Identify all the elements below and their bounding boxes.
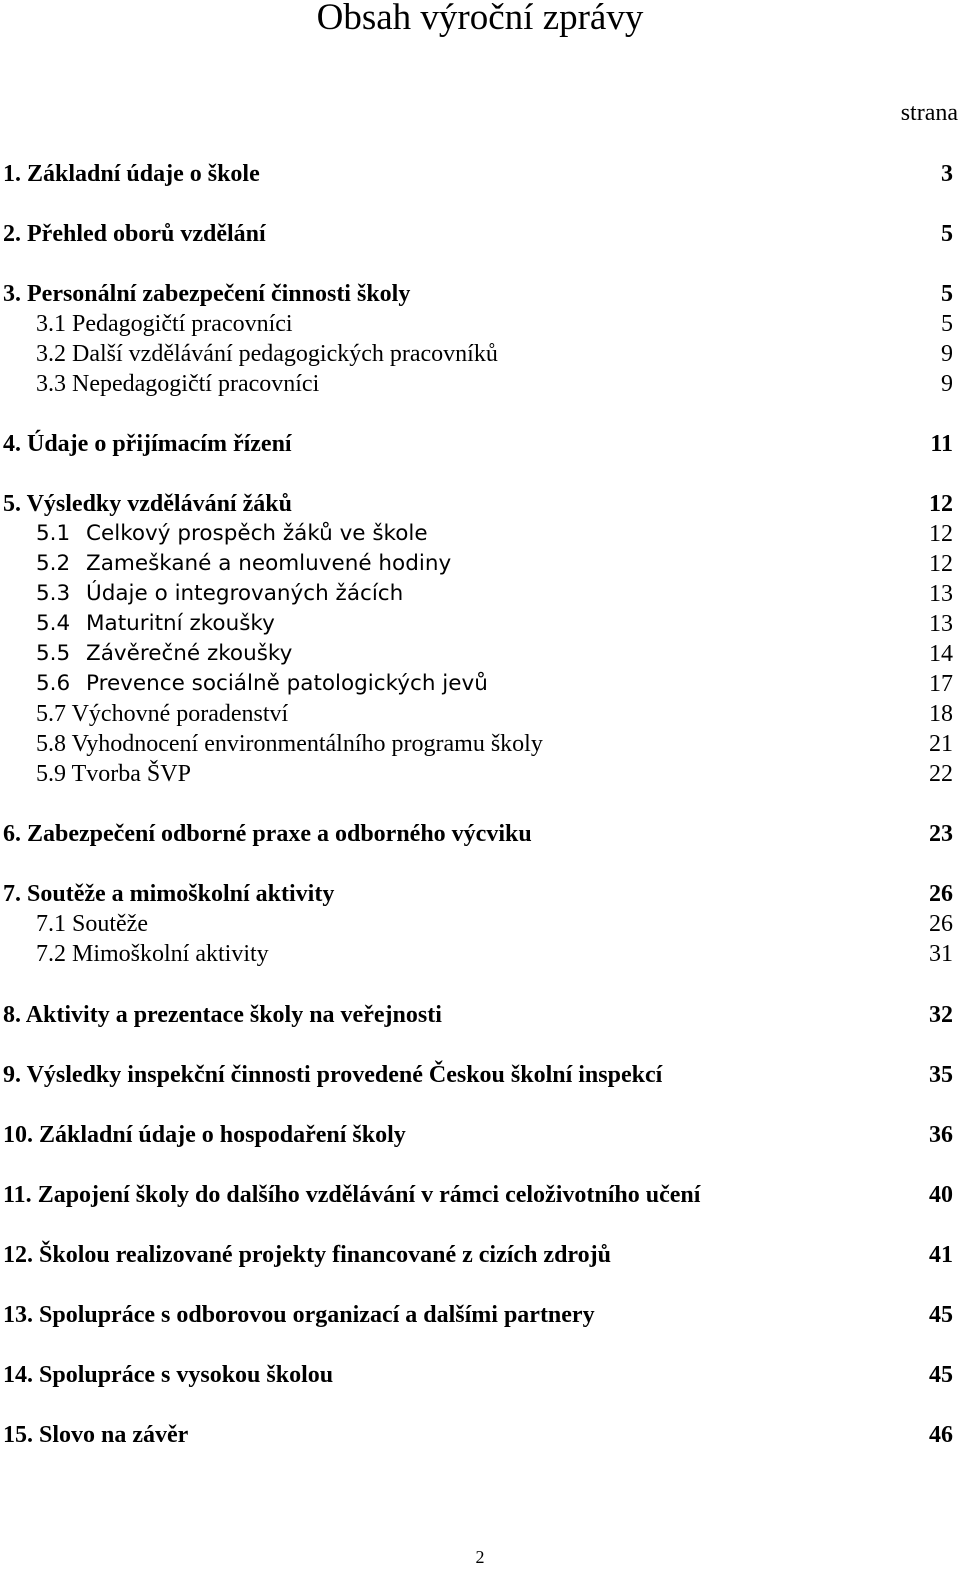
toc-entry-page: 31 bbox=[929, 941, 953, 967]
toc-entry-page: 45 bbox=[929, 1302, 953, 1328]
toc-entry-title bbox=[3, 1300, 595, 1330]
toc-entry-number: 14. bbox=[3, 1362, 33, 1388]
page-title: Obsah výroční zprávy bbox=[316, 0, 644, 38]
toc-entry-page: 5 bbox=[941, 281, 953, 307]
toc-entry-label: Další vzdělávání pedagogických pracovníků bbox=[72, 341, 498, 367]
toc-entry-number: 11. bbox=[3, 1182, 32, 1208]
toc-entry-number: 10. bbox=[3, 1122, 33, 1148]
toc-entry-label: Výsledky vzdělávání žáků bbox=[26, 491, 292, 517]
toc-entry-label: Personální zabezpečení činnosti školy bbox=[27, 281, 411, 307]
toc-entry-number: 7.2 bbox=[36, 941, 66, 967]
toc-entry-label: Zapojení školy do dalšího vzdělávání v rámci celoživotního učení bbox=[37, 1182, 701, 1208]
toc-entry-title bbox=[3, 279, 410, 309]
toc-entry-label: Spolupráce s odborovou organizací a dalšími partnery bbox=[39, 1302, 595, 1328]
toc-entry-label: Závěrečné zkoušky bbox=[86, 641, 293, 666]
toc-row[interactable] bbox=[0, 489, 960, 519]
toc-entry-label: Výsledky inspekční činnosti provedené Českou školní inspekcí bbox=[26, 1062, 663, 1088]
toc-entry-label: Vyhodnocení environmentálního programu školy bbox=[71, 731, 543, 757]
toc-entry-title bbox=[3, 1360, 333, 1390]
toc-row[interactable] bbox=[0, 369, 960, 399]
page-column-label: strana bbox=[900, 100, 958, 126]
toc-entry-number: 2. bbox=[3, 221, 21, 247]
toc-entry-label: Prevence sociálně patologických jevů bbox=[86, 671, 488, 696]
toc-entry-number: 6. bbox=[3, 821, 21, 847]
toc-entry-number: 5.8 bbox=[36, 731, 66, 757]
toc-entry-label: Základní údaje o hospodaření školy bbox=[39, 1122, 406, 1148]
toc-entry-page: 5 bbox=[941, 221, 953, 247]
toc-row[interactable] bbox=[0, 879, 960, 909]
toc-row[interactable] bbox=[0, 159, 960, 189]
toc-entry-title bbox=[3, 1420, 188, 1450]
toc-entry-number: 9. bbox=[3, 1062, 21, 1088]
toc-entry-title bbox=[3, 219, 266, 249]
toc-entry-number: 7. bbox=[3, 881, 21, 907]
toc-entry-label: Tvorba ŠVP bbox=[71, 761, 191, 787]
toc-entry-page: 11 bbox=[930, 431, 953, 457]
toc-row[interactable] bbox=[0, 549, 960, 579]
toc-entry-label: Základní údaje o škole bbox=[27, 161, 260, 187]
toc-entry-label: Maturitní zkoušky bbox=[86, 611, 275, 636]
toc-row[interactable] bbox=[0, 1300, 960, 1330]
toc-entry-label: Nepedagogičtí pracovníci bbox=[72, 371, 320, 397]
toc-row[interactable] bbox=[0, 519, 960, 549]
toc-entry-number: 3. bbox=[3, 281, 21, 307]
toc-entry-page: 5 bbox=[941, 311, 953, 337]
toc-entry-page: 22 bbox=[929, 761, 953, 787]
toc-entry-label: Aktivity a prezentace školy na veřejnosti bbox=[25, 1002, 442, 1028]
toc-entry-title bbox=[3, 1120, 406, 1150]
toc-entry-number: 12. bbox=[3, 1242, 33, 1268]
toc-row[interactable] bbox=[0, 1420, 960, 1450]
toc-entry-number: 5. bbox=[3, 491, 21, 517]
toc-entry-page: 26 bbox=[929, 911, 953, 937]
toc-row[interactable] bbox=[0, 1120, 960, 1150]
toc-entry-title bbox=[36, 339, 498, 369]
toc-entry-title bbox=[36, 309, 293, 339]
toc-entry-label: Školou realizované projekty financované z cizích zdrojů bbox=[39, 1242, 611, 1268]
toc-entry-number: 5.9 bbox=[36, 761, 66, 787]
toc-row[interactable] bbox=[0, 1000, 960, 1030]
toc-entry-page: 9 bbox=[941, 371, 953, 397]
toc-row[interactable] bbox=[0, 699, 960, 729]
toc-entry-number: 5.3 bbox=[36, 581, 71, 606]
toc-entry-title bbox=[3, 429, 292, 459]
toc-entry-title bbox=[36, 519, 428, 549]
toc-entry-page: 36 bbox=[929, 1122, 953, 1148]
toc-entry-page: 23 bbox=[929, 821, 953, 847]
toc-entry-label: Slovo na závěr bbox=[39, 1422, 189, 1448]
toc-entry-page: 12 bbox=[929, 521, 953, 547]
toc-row[interactable] bbox=[0, 1240, 960, 1270]
toc-row[interactable] bbox=[0, 939, 960, 969]
toc-entry-number: 4. bbox=[3, 431, 21, 457]
toc-row[interactable] bbox=[0, 279, 960, 309]
toc-entry-title bbox=[36, 579, 403, 609]
toc-entry-page: 32 bbox=[929, 1002, 953, 1028]
toc-entry-label: Údaje o integrovaných žácích bbox=[86, 581, 404, 606]
toc-entry-label: Soutěže a mimoškolní aktivity bbox=[27, 881, 335, 907]
toc-entry-number: 15. bbox=[3, 1422, 33, 1448]
toc-entry-page: 17 bbox=[929, 671, 953, 697]
toc-entry-label: Pedagogičtí pracovníci bbox=[72, 311, 293, 337]
toc-entry-number: 8. bbox=[3, 1002, 21, 1028]
toc-entry-page: 13 bbox=[929, 611, 953, 637]
toc-entry-page: 14 bbox=[929, 641, 953, 667]
toc-row[interactable] bbox=[0, 1360, 960, 1390]
toc-entry-number: 3.2 bbox=[36, 341, 66, 367]
toc-entry-page: 40 bbox=[929, 1182, 953, 1208]
toc-entry-label: Spolupráce s vysokou školou bbox=[39, 1362, 334, 1388]
toc-entry-page: 9 bbox=[941, 341, 953, 367]
toc-entry-title bbox=[3, 1060, 662, 1090]
toc-entry-page: 12 bbox=[929, 551, 953, 577]
toc-entry-label: Mimoškolní aktivity bbox=[72, 941, 269, 967]
toc-row[interactable] bbox=[0, 729, 960, 759]
toc-entry-page: 35 bbox=[929, 1062, 953, 1088]
toc-entry-label: Přehled oborů vzdělání bbox=[27, 221, 266, 247]
toc-row[interactable] bbox=[0, 819, 960, 849]
toc-entry-title bbox=[36, 939, 269, 969]
footer-page-number: 2 bbox=[475, 1547, 485, 1567]
toc-row[interactable] bbox=[0, 1060, 960, 1090]
toc-entry-title bbox=[36, 609, 275, 639]
toc-entry-page: 45 bbox=[929, 1362, 953, 1388]
toc-entry-label: Soutěže bbox=[72, 911, 148, 937]
toc-entry-title bbox=[3, 1180, 700, 1210]
toc-entry-number: 7.1 bbox=[36, 911, 66, 937]
toc-entry-label: Výchovné poradenství bbox=[71, 701, 289, 727]
toc-entry-number: 5.5 bbox=[36, 641, 71, 666]
toc-entry-page: 46 bbox=[929, 1422, 953, 1448]
toc-entry-title bbox=[36, 729, 543, 759]
toc-row[interactable] bbox=[0, 639, 960, 669]
toc-row[interactable] bbox=[0, 579, 960, 609]
toc-entry-title bbox=[3, 1240, 611, 1270]
toc-row[interactable] bbox=[0, 339, 960, 369]
toc-row[interactable] bbox=[0, 609, 960, 639]
toc-entry-number: 5.6 bbox=[36, 671, 71, 696]
toc-entry-title bbox=[3, 819, 532, 849]
toc-entry-label: Zameškané a neomluvené hodiny bbox=[86, 551, 452, 576]
toc-entry-label: Zabezpečení odborné praxe a odborného výcviku bbox=[27, 821, 532, 847]
toc-entry-number: 5.7 bbox=[36, 701, 66, 727]
toc-entry-title bbox=[36, 669, 488, 699]
toc-entry-number: 3.3 bbox=[36, 371, 66, 397]
toc-entry-number: 13. bbox=[3, 1302, 33, 1328]
toc-row[interactable] bbox=[0, 1180, 960, 1210]
toc-entry-title bbox=[36, 549, 451, 579]
toc-entry-number: 5.2 bbox=[36, 551, 71, 576]
toc-entry-label: Celkový prospěch žáků ve škole bbox=[86, 521, 428, 546]
toc-entry-title bbox=[3, 489, 292, 519]
toc-entry-number: 5.1 bbox=[36, 521, 71, 546]
toc-entry-page: 18 bbox=[929, 701, 953, 727]
toc-row[interactable] bbox=[0, 909, 960, 939]
toc-entry-page: 41 bbox=[929, 1242, 953, 1268]
toc-entry-title bbox=[36, 639, 292, 669]
toc-entry-number: 1. bbox=[3, 161, 21, 187]
toc-entry-number: 3.1 bbox=[36, 311, 66, 337]
toc-entry-title bbox=[3, 159, 260, 189]
toc-entry-label: Údaje o přijímacím řízení bbox=[27, 431, 292, 457]
toc-entry-title bbox=[3, 879, 334, 909]
toc-entry-page: 12 bbox=[929, 491, 953, 517]
toc-entry-title bbox=[3, 1000, 442, 1030]
toc-entry-title bbox=[36, 759, 191, 789]
toc-row[interactable] bbox=[0, 429, 960, 459]
toc-row[interactable] bbox=[0, 759, 960, 789]
toc-entry-page: 13 bbox=[929, 581, 953, 607]
toc-entry-title bbox=[36, 909, 148, 939]
toc-entry-page: 3 bbox=[941, 161, 953, 187]
toc-entry-number: 5.4 bbox=[36, 611, 71, 636]
toc-row[interactable] bbox=[0, 669, 960, 699]
toc-row[interactable] bbox=[0, 219, 960, 249]
toc-entry-page: 26 bbox=[929, 881, 953, 907]
toc-entry-page: 21 bbox=[929, 731, 953, 757]
toc-row[interactable] bbox=[0, 309, 960, 339]
toc-entry-title bbox=[36, 699, 288, 729]
toc-entry-title bbox=[36, 369, 319, 399]
